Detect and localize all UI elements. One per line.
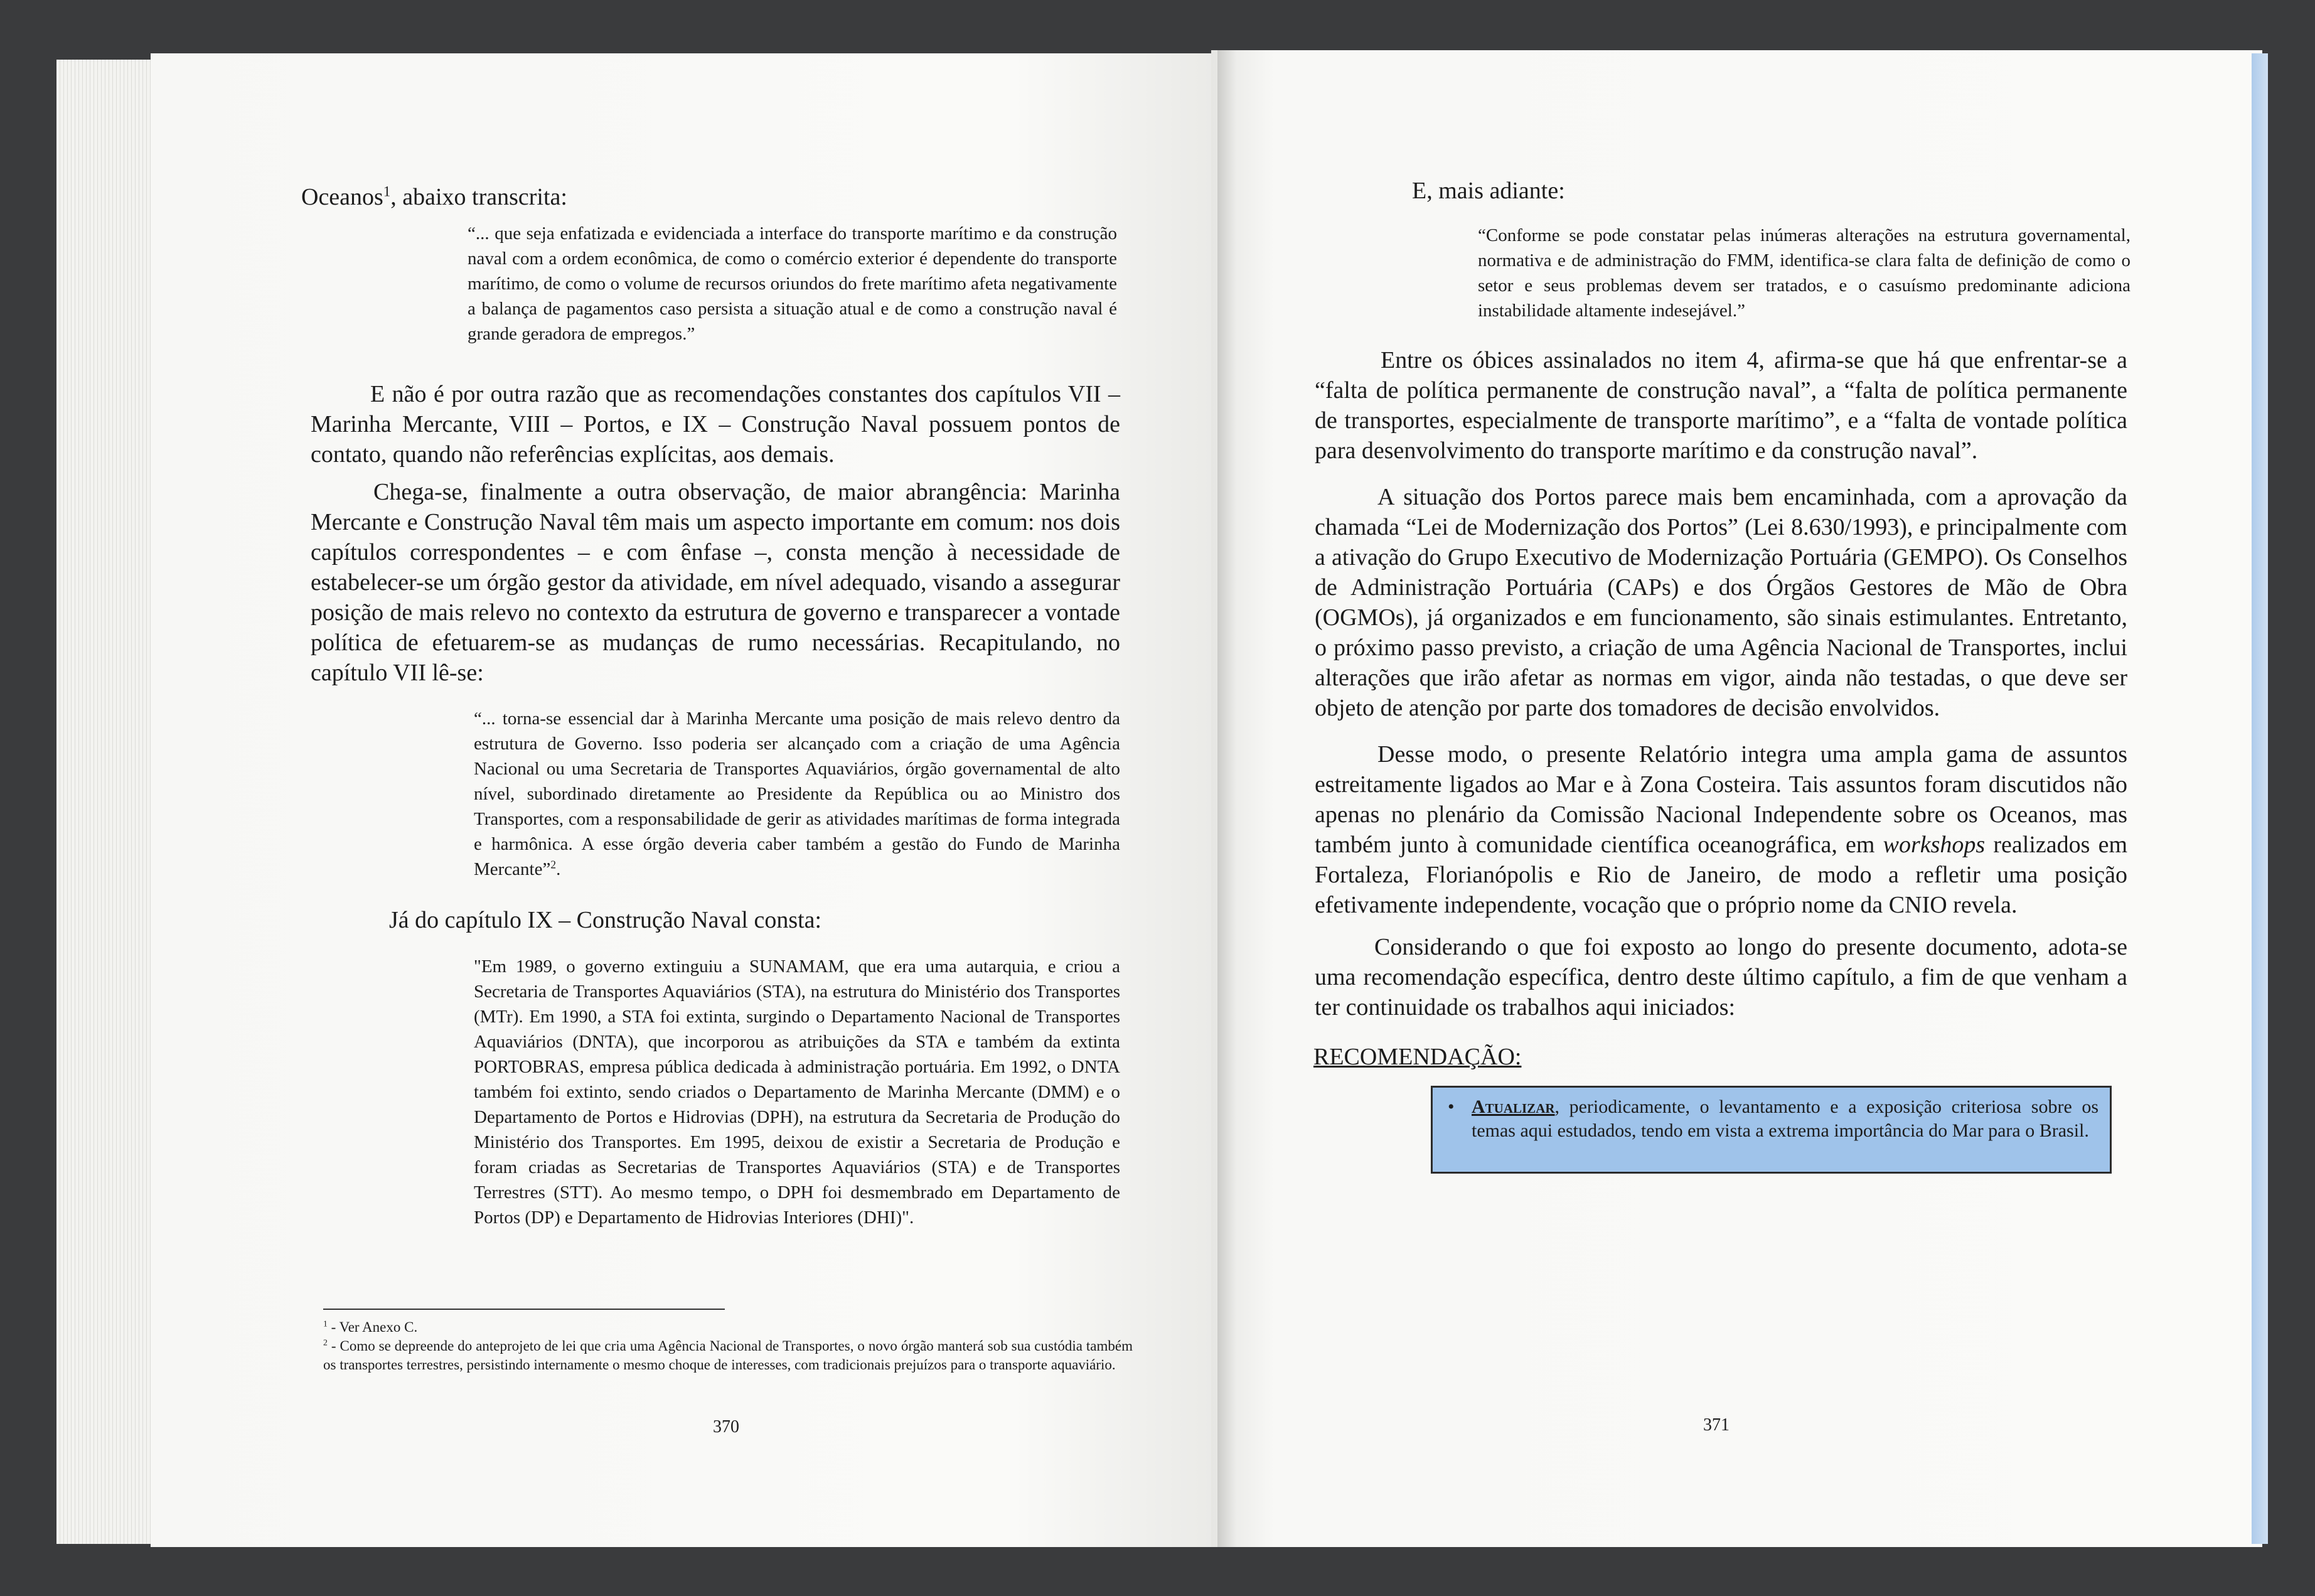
left-page-number: 370 (713, 1417, 739, 1437)
recommendation-keyword: Atualizar (1472, 1096, 1555, 1117)
left-quote-2: “... torna-se essencial dar à Marinha Mercante uma posição de mais relevo dentro da estrutura de Governo. Isso poderia ser alcançado com a criação de uma Agência Nacional ou uma Secretaria de Transportes Aquaviários, órgão governamental de alto nível, subordinado diretamente ao Presidente da República ou ao Ministro dos Transportes, com a responsabilidade de gerir as atividades marítimas de forma integrada e harmônica. A esse órgão deveria caber também a gestão do Fundo de Marinha Mercante”$^2$. (474, 709, 1120, 879)
right-page-number: 371 (1703, 1415, 1730, 1435)
right-paragraph-2: A situação dos Portos parece mais bem encaminhada, com a aprovação da chamada “Lei de Modernização dos Portos” (Lei 8.630/1993), e principalmente com a ativação do Grupo Executivo de Modernização Portuária (GEMPO). Os Conselhos de Administração Portuária (CAPs) e dos Órgãos Gestores de Mão de Obra (OGMOs), já organizados e em funcionamento, são sinais estimulantes. Entretanto, o próximo passo previsto, a criação de uma Agência Nacional de Transportes, inclui alterações que irão afetar as normas em vigor, ainda não testadas, o que deve ser objeto de atenção por parte dos tomadores de decisão envolvidos. (1315, 484, 2127, 721)
right-quote-1: “Conforme se pode constatar pelas inúmeras alterações na estrutura governamental, normativa e de administração do FMM, identifica-se clara falta de definição de como o setor e seus problemas devem ser tratados, e o casuísmo predominante adiciona instabilidade altamente indesejável.” (1478, 225, 2131, 321)
left-quote-1: “... que seja enfatizada e evidenciada a interface do transporte marítimo e da construção naval com a ordem econômica, de como o comércio exterior é dependente do transporte marítimo, de como o volume de recursos oriundos do frete marítimo afeta negativamente a balança de pagamentos caso persista a situação atual e de como a construção naval é grande geradora de empregos.” (468, 223, 1117, 344)
right-paragraph-4: Considerando o que foi exposto ao longo do presente documento, adota-se uma recomendação específica, dentro deste último capítulo, a fim de que venham a ter continuidade os trabalhos aqui iniciados: (1315, 934, 2127, 1020)
book-gutter (1217, 50, 1236, 1547)
right-intro: E, mais adiante: (1412, 178, 1565, 204)
right-page-edge (2252, 53, 2268, 1544)
bullet-icon: • (1448, 1096, 1455, 1117)
page-stack-edge (56, 60, 157, 1544)
left-intro: Oceanos$^1$, abaixo transcrita: (301, 183, 567, 210)
footnote-2: $^2$ - Como se depreende do anteprojeto de lei que cria uma Agência Nacional de Transportes, o novo órgão manterá sob sua custódia também os transportes terrestres, persistindo internamente o mesmo choque de interesses, com tradicionais prejuízos para o transporte aquaviário. (323, 1337, 1133, 1373)
recommendation-box (1431, 1086, 2112, 1174)
recommendation-text: Atualizar, periodicamente, o levantamento e a exposição criteriosa sobre os temas aqui estudados, tendo em vista a extrema importância do Mar para o Brasil. (1472, 1096, 2098, 1141)
recommendation-heading: RECOMENDAÇÃO: (1313, 1044, 1522, 1070)
right-paragraph-1: Entre os óbices assinalados no item 4, afirma-se que há que enfrentar-se a “falta de política permanente de construção naval”, a “falta de política permanente de transportes, especialmente de transporte marítimo”, e a “falta de vontade política para desenvolvimento do transporte marítimo e da construção naval”. (1315, 347, 2127, 464)
left-paragraph-2: Chega-se, finalmente a outra observação, de maior abrangência: Marinha Mercante e Construção Naval têm mais um aspecto importante em comum: nos dois capítulos correspondentes – e com ênfase –, consta menção à necessidade de estabelecer-se um órgão gestor da atividade, em nível adequado, visando a assegurar posição de mais relevo no contexto da estrutura de governo e transparecer a vontade política de efetuarem-se as mudanças de rumo necessárias. Recapitulando, no capítulo VII lê-se: (311, 479, 1120, 686)
right-paragraph-3: Desse modo, o presente Relatório integra uma ampla gama de assuntos estreitamente ligados ao Mar e à Zona Costeira. Tais assuntos foram discutidos não apenas no plenário da Comissão Nacional Independente sobre os Oceanos, mas também junto à comunidade científica oceanográfica, em workshops realizados em Fortaleza, Florianópolis e Rio de Janeiro, de modo a refletir uma posição efetivamente independente, vocação que o próprio nome da CNIO revela. (1315, 741, 2128, 918)
left-paragraph-1: E não é por outra razão que as recomendações constantes dos capítulos VII – Marinha Mercante, VIII – Portos, e IX – Construção Naval possuem pontos de contato, quando não referências explícitas, aos demais. (311, 381, 1120, 468)
left-paragraph-3: Já do capítulo IX – Construção Naval consta: (389, 907, 822, 933)
footnote-rule (323, 1309, 725, 1310)
footnote-1: $^1$ - Ver Anexo C. (323, 1319, 418, 1335)
left-quote-3: "Em 1989, o governo extinguiu a SUNAMAM, que era uma autarquia, e criou a Secretaria de Transportes Aquaviários (STA), na estrutura do Ministério dos Transportes (MTr). Em 1990, a STA foi extinta, surgindo o Departamento Nacional de Transportes Aquaviários (DNTA), que incorporou as atribuições da STA e também da extinta PORTOBRAS, empresa pública dedicada à administração portuária. Em 1992, o DNTA também foi extinto, sendo criados o Departamento de Marinha Mercante (DMM) e o Departamento de Portos e Hidrovias (DPH), na estrutura da Secretaria de Produção do Ministério dos Transportes. Em 1995, deixou de existir a Secretaria de Produção e foram criadas as Secretarias de Transportes Aquaviários (STA) e de Transportes Terrestres (STT). Ao mesmo tempo, o DPH foi desmembrado em Departamento de Portos (DP) e Departamento de Hidrovias Interiores (DHI)". (474, 956, 1120, 1228)
